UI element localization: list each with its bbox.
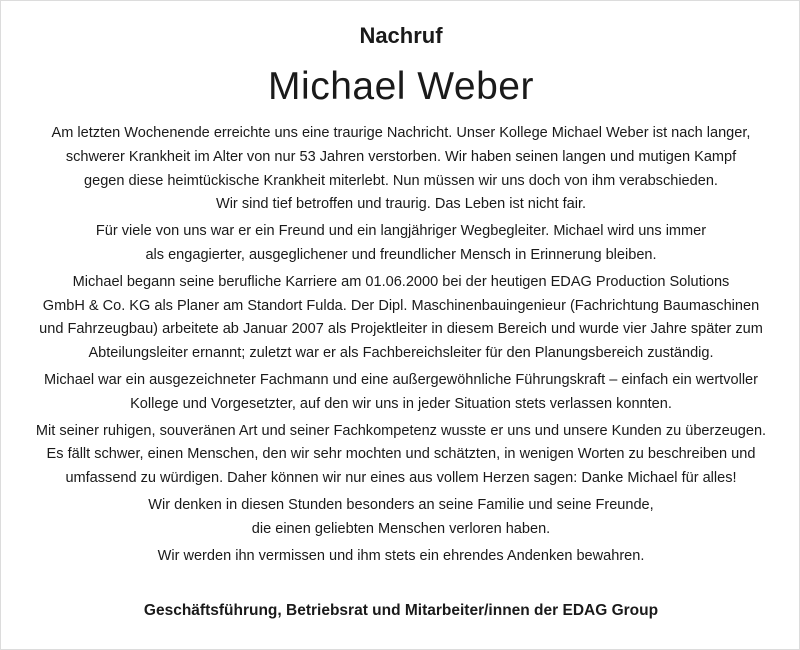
text-line: Michael begann seine berufliche Karriere am 01.06.2000 bei der heutigen EDAG Production Solutions <box>72 273 730 290</box>
signature-line: Geschäftsführung, Betriebsrat und Mitarbeiter/innen der EDAG Group <box>143 602 659 619</box>
text-line: gegen diese heimtückische Krankheit miterlebt. Nun müssen wir uns doch von ihm verabschieden. <box>84 172 718 189</box>
text-line: Mit seiner ruhigen, souveränen Art und seiner Fachkompetenz wusste er uns und unsere Kunden zu überzeugen. <box>35 422 767 439</box>
paragraph-career <box>21 271 781 366</box>
text-line: Michael war ein ausgezeichneter Fachmann und eine außergewöhnliche Führungskraft – einfach ein wertvoller <box>43 371 758 388</box>
text-line: Kollege und Vorgesetzter, auf den wir uns in jeder Situation stets verlassen konnten. <box>130 395 672 412</box>
paragraph-friend <box>21 220 781 268</box>
text-line: umfassend zu würdigen. Daher können wir nur eines aus vollem Herzen sagen: Danke Michael für alles! <box>65 470 737 487</box>
deceased-name: Michael Weber <box>268 65 534 108</box>
text-line: Es fällt schwer, einen Menschen, den wir sehr mochten und schätzten, in wenigen Worten zu beschreiben und <box>46 446 756 463</box>
text-line: Wir werden ihn vermissen und ihm stets ein ehrendes Andenken bewahren. <box>157 547 645 564</box>
text-line: Wir denken in diesen Stunden besonders an seine Familie und seine Freunde, <box>148 496 654 513</box>
text-line: und Fahrzeugbau) arbeitete ab Januar 2007 als Projektleiter in diesem Bereich und wurde vier Jahre später zum <box>39 321 763 338</box>
paragraph-announcement <box>21 122 781 217</box>
text-line: Am letzten Wochenende erreichte uns eine traurige Nachricht. Unser Kollege Michael Weber ist nach langer, <box>51 125 751 141</box>
notice-body <box>21 122 781 571</box>
paragraph-remembrance <box>21 545 781 569</box>
paragraph-family <box>21 494 781 542</box>
text-line: Für viele von uns war er ein Freund und ein langjähriger Wegbegleiter. Michael wird uns immer <box>95 223 707 240</box>
text-line: die einen geliebten Menschen verloren haben. <box>251 520 551 537</box>
paragraph-character <box>21 420 781 491</box>
text-line: Wir sind tief betroffen und traurig. Das Leben ist nicht fair. <box>215 196 587 213</box>
text-line: als engagierter, ausgeglichener und freundlicher Mensch in Erinnerung bleiben. <box>145 246 657 263</box>
text-line: schwerer Krankheit im Alter von nur 53 Jahren verstorben. Wir haben seinen langen und mutigen Kampf <box>65 148 737 165</box>
paragraph-leadership <box>21 369 781 417</box>
notice-heading: Nachruf <box>359 23 443 48</box>
text-line: GmbH & Co. KG als Planer am Standort Fulda. Der Dipl. Maschinenbauingenieur (Fachrichtung Baumaschinen <box>42 297 760 314</box>
text-line: Abteilungsleiter ernannt; zuletzt war er als Fachbereichsleiter für den Planungsbereich zuständig. <box>88 345 714 362</box>
